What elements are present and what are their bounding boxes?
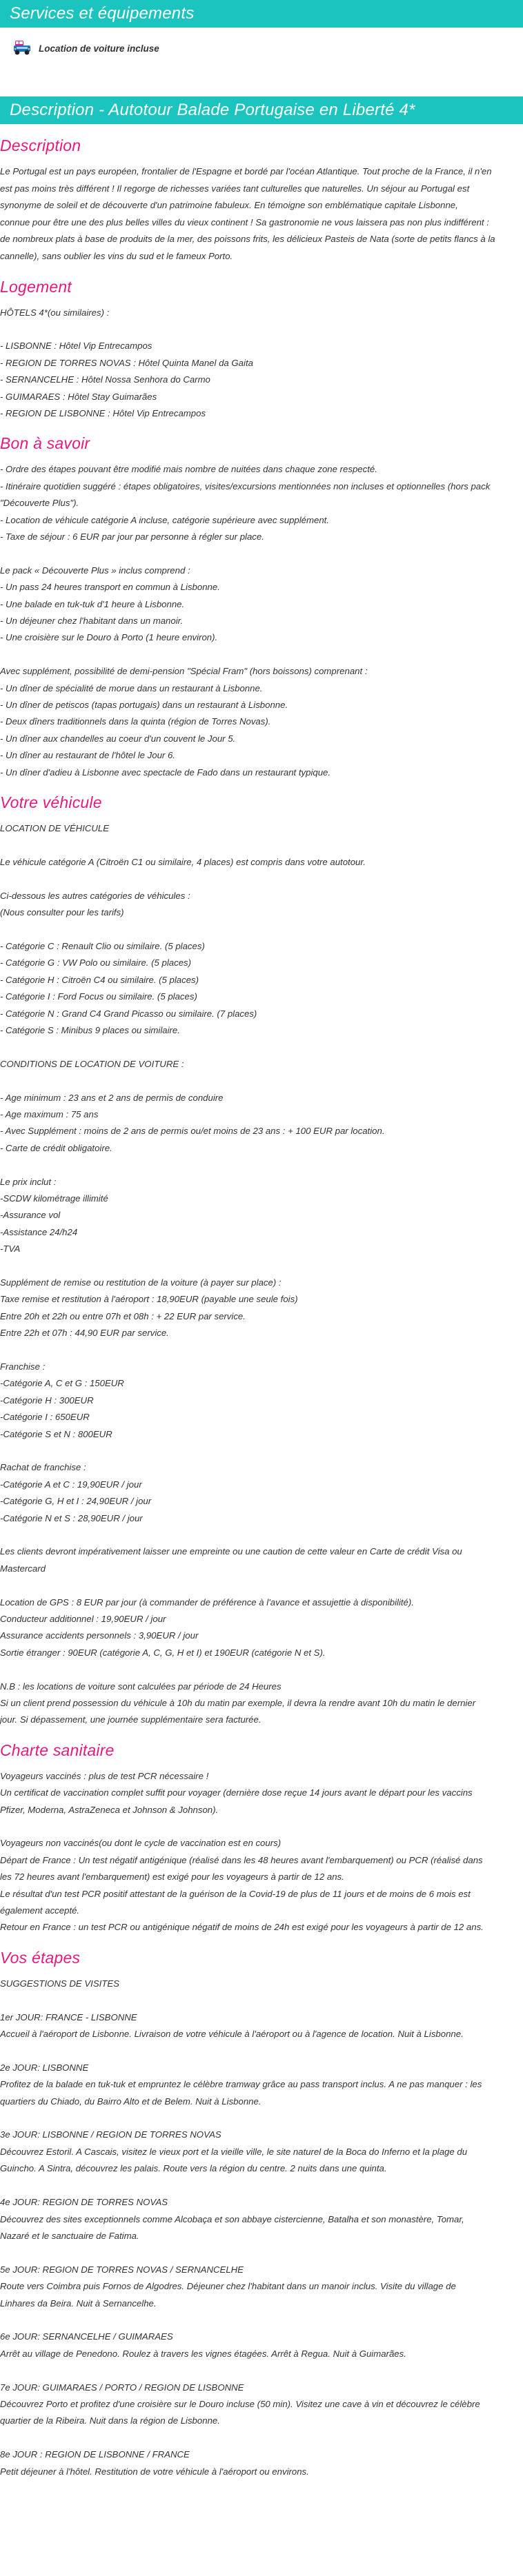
text-line: Accueil à l'aéroport de Lisbonne. Livraison de votre véhicule à l'aéroport ou à l'agence de location. Nuit à Lisbonne. — [0, 2029, 464, 2040]
text-line: - Un dîner de spécialité de morue dans un restaurant à Lisbonne. — [0, 682, 263, 693]
text-line — [0, 1527, 523, 1543]
text-line: jour. Si dépassement, une journée supplémentaire sera facturée. — [0, 1714, 262, 1725]
text-line: - Une croisière sur le Douro à Porto (1 heure environ). — [0, 632, 218, 643]
text-line: 8e JOUR : REGION DE LISBONNE / FRANCE — [0, 2449, 190, 2460]
text-line: Si un client prend possession du véhicule à 10h du matin par exemple, il devra la rendre avant 10h du matin le dernier — [0, 1698, 476, 1709]
text-line: Voyageurs vaccinés : plus de test PCR nécessaire ! — [0, 1770, 209, 1781]
text-line: les 72 heures avant l'embarquement) est exigé pour les voyageurs à partir de 12 ans. — [0, 1872, 344, 1883]
sanitaire-text — [0, 1768, 523, 1936]
text-line — [0, 321, 523, 338]
text-line: 7e JOUR: GUIMARAES / PORTO / REGION DE LISBONNE — [0, 2382, 244, 2393]
text-line: Voyageurs non vaccinés(ou dont le cycle de vaccination est en cours) — [0, 1838, 282, 1849]
text-line: 3e JOUR: LISBONNE / REGION DE TORRES NOVAS — [0, 2129, 221, 2140]
text-line — [0, 2430, 523, 2446]
text-line: -TVA — [0, 1244, 21, 1255]
text-line — [0, 2178, 523, 2194]
text-line: - Un déjeuner chez l'habitant dans un manoir. — [0, 616, 184, 627]
text-line: - Itinéraire quotidien suggéré : étapes obligatoires, visites/excursions mentionnées non incluses et optionnelles (hors pack — [0, 480, 491, 491]
text-line: - Un dîner aux chandelles au coeur d'un couvent le Jour 5. — [0, 733, 236, 744]
text-line: -Catégorie G, H et I : 24,90EUR / jour — [0, 1496, 152, 1507]
text-line: Rachat de franchise : — [0, 1462, 86, 1473]
text-line: Un certificat de vaccination complet suffit pour voyager (dernière dose reçue 14 jours avant le départ pour les vaccins — [0, 1787, 473, 1798]
text-line: Linhares da Beira. Nuit à Sernancelhe. — [0, 2298, 157, 2309]
text-line: 6e JOUR: SERNANCELHE / GUIMARAES — [0, 2331, 173, 2342]
text-line — [0, 837, 523, 853]
text-line: Retour en France : un test PCR ou antigénique négatif de moins de 24h est exigé pour les voyageurs à partir de 12 ans. — [0, 1922, 484, 1933]
text-line: Entre 22h et 07h : 44,90 EUR par service. — [0, 1328, 169, 1339]
services-item-label: Location de voiture incluse — [39, 43, 159, 54]
text-line: - Un pass 24 heures transport en commun à Lisbonne. — [0, 582, 220, 593]
text-line: Avec supplément, possibilité de demi-pension "Spécial Fram" (hors boissons) comprenant : — [0, 666, 368, 677]
text-line: Franchise : — [0, 1361, 46, 1372]
services-header: Services et équipements — [0, 0, 523, 28]
text-line: 5e JOUR: REGION DE TORRES NOVAS / SERNANCELHE — [0, 2264, 244, 2275]
text-line: Arrêt au village de Penedono. Roulez à travers les vignes étagées. Arrêt à Regua. Nuit à Guimarães. — [0, 2348, 406, 2359]
text-line: Conducteur additionnel : 19,90EUR / jour — [0, 1614, 166, 1624]
text-line: -Catégorie H : 300EUR — [0, 1395, 94, 1406]
text-line: Le résultat d'un test PCR positif attestant de la guérison de la Covid-19 de plus de 11 jours et de moins de 6 mois est — [0, 1888, 471, 1899]
text-line: Profitez de la balade en tuk-tuk et empruntez le célèbre tramway grâce au pass transport inclus. A ne pas manquer : les — [0, 2079, 482, 2090]
text-line: est pas moins très différent ! Il regorge de richesses variées tant culturelles que naturelles. Un séjour au Portugal est — [0, 183, 470, 194]
text-line — [0, 2312, 523, 2329]
text-line — [0, 1258, 523, 1275]
text-line: - Catégorie C : Renault Clio ou similaire. (5 places) — [0, 940, 205, 951]
text-line: -Catégorie A et C : 19,90EUR / jour — [0, 1479, 142, 1490]
text-line: connue pour être une des plus belles villes du vieux continent ! Sa gastronomie ne vous laissera pas non plus indifférent : — [0, 216, 489, 227]
text-line: - Age minimum : 23 ans et 2 ans de permis de conduire — [0, 1092, 224, 1103]
text-line: HÔTELS 4*(ou similaires) : — [0, 307, 110, 318]
text-line: Le prix inclut : — [0, 1176, 57, 1187]
text-line: de nombreux plats à base de produits de la mer, des poissons frits, les délicieux Pasteis de Nata (sorte de petits flancs à la — [0, 234, 495, 245]
text-line — [0, 1342, 523, 1359]
text-line: -Assistance 24/h24 — [0, 1226, 78, 1237]
text-line: Mastercard — [0, 1563, 46, 1574]
text-line: -SCDW kilométrage illimité — [0, 1193, 108, 1204]
text-line — [0, 2244, 523, 2261]
sanitaire-heading: Charte sanitaire — [0, 1741, 115, 1759]
text-line: - Ordre des étapes pouvant être modifié mais nombre de nuitées dans chaque zone respecté. — [0, 464, 377, 475]
text-line: - Age maximum : 75 ans — [0, 1108, 99, 1119]
text-line: Taxe remise et restitution à l'aéroport : 18,90EUR (payable une seule fois) — [0, 1294, 298, 1305]
bon-a-savoir-text — [0, 461, 523, 781]
etapes-text — [0, 1976, 523, 2480]
text-line — [0, 545, 523, 562]
description-text — [0, 163, 523, 265]
text-line — [0, 1577, 523, 1594]
text-line: Le Portugal est un pays européen, frontalier de l'Espagne et bordé par l'océan Atlantique. Tout proche de la France, il n'en — [0, 166, 492, 176]
text-line — [0, 1661, 523, 1678]
text-line: - Avec Supplément : moins de 2 ans de permis ou/et moins de 23 ans : + 100 EUR par location. — [0, 1126, 385, 1137]
text-line: - Taxe de séjour : 6 EUR par jour par personne à régler sur place. — [0, 531, 264, 542]
text-line — [0, 2362, 523, 2379]
bon-a-savoir-heading: Bon à savoir — [0, 434, 90, 453]
text-line — [0, 921, 523, 937]
text-line: - Deux dîners traditionnels dans la quinta (région de Torres Novas). — [0, 716, 271, 727]
text-line: Découvrez des sites exceptionnels comme Alcobaça et son abbaye cistercienne, Batalha et son monastère, Tomar, — [0, 2213, 464, 2224]
text-line — [0, 1073, 523, 1089]
text-line: également accepté. — [0, 1905, 80, 1916]
text-line: - SERNANCELHE : Hôtel Nossa Senhora do Carmo — [0, 374, 210, 385]
content — [0, 136, 523, 2480]
text-line: Assurance accidents personnels : 3,90EUR / jour — [0, 1630, 199, 1641]
text-line — [0, 1039, 523, 1055]
text-line: N.B : les locations de voiture sont calculées par période de 24 Heures — [0, 1681, 282, 1692]
etapes-heading: Vos étapes — [0, 1948, 81, 1967]
text-line: Pfizer, Moderna, AstraZeneca et Johnson & Johnson). — [0, 1804, 219, 1815]
text-line: Petit déjeuner à l'hôtel. Restitution de votre véhicule à l'aéroport ou environs. — [0, 2466, 309, 2477]
text-line: Route vers Coimbra puis Fornos de Algodres. Déjeuner chez l'habitant dans un manoir inclus. Visite du village de — [0, 2281, 456, 2292]
text-line — [0, 2110, 523, 2127]
text-line: CONDITIONS DE LOCATION DE VOITURE : — [0, 1058, 184, 1069]
text-line: Découvrez Porto et profitez d'une croisière sur le Douro incluse (50 min). Visitez une cave à vin et découvrez le célèbre — [0, 2398, 480, 2409]
description-heading: Description — [0, 136, 81, 154]
text-line: 2e JOUR: LISBONNE — [0, 2062, 89, 2073]
description-title-bar: Description - Autotour Balade Portugaise en Liberté 4* — [0, 97, 523, 124]
vehicule-text — [0, 820, 523, 1729]
text-line: (Nous consulter pour les tarifs) — [0, 907, 124, 918]
text-line: - Catégorie G : VW Polo ou similaire. (5 places) — [0, 957, 192, 968]
text-line: Guincho. A Sintra, découvrez les palais. Route vers la région du centre. 2 nuits dans une quinta. — [0, 2163, 387, 2174]
text-line: quartier de la Ribeira. Nuit dans la région de Lisbonne. — [0, 2415, 220, 2426]
text-line — [0, 647, 523, 663]
text-line: -Assurance vol — [0, 1210, 61, 1221]
text-line: - Carte de crédit obligatoire. — [0, 1142, 112, 1153]
text-line: - Catégorie I : Ford Focus ou similaire. (5 places) — [0, 991, 197, 1002]
text-line: Le véhicule catégorie A (Citroën C1 ou similaire, 4 places) est compris dans votre autotour. — [0, 856, 366, 867]
text-line: Entre 20h et 22h ou entre 07h et 08h : + 22 EUR par service. — [0, 1310, 246, 1321]
text-line: - Une balade en tuk-tuk d'1 heure à Lisbonne. — [0, 598, 185, 609]
text-line: - Catégorie S : Minibus 9 places ou similaire. — [0, 1024, 180, 1035]
text-line: - LISBONNE : Hôtel Vip Entrecampos — [0, 341, 152, 352]
text-line: - Un dîner d'adieu à Lisbonne avec spectacle de Fado dans un restaurant typique. — [0, 767, 331, 778]
logement-heading: Logement — [0, 277, 72, 296]
text-line: SUGGESTIONS DE VISITES — [0, 1978, 119, 1989]
text-line — [0, 1818, 523, 1835]
text-line: Supplément de remise ou restitution de la voiture (à payer sur place) : — [0, 1277, 282, 1288]
text-line: - GUIMARAES : Hôtel Stay Guimarães — [0, 391, 157, 402]
text-line: - Un dîner de petiscos (tapas portugais) dans un restaurant à Lisbonne. — [0, 700, 288, 711]
text-line: - REGION DE TORRES NOVAS : Hôtel Quinta Manel da Gaita — [0, 357, 253, 368]
text-line: Ci-dessous les autres catégories de véhicules : — [0, 890, 190, 901]
car-icon — [12, 39, 32, 57]
services-item — [0, 28, 523, 69]
spacer — [0, 69, 523, 97]
text-line: - Catégorie N : Grand C4 Grand Picasso ou similaire. (7 places) — [0, 1008, 257, 1019]
text-line: 1er JOUR: FRANCE - LISBONNE — [0, 2011, 137, 2022]
text-line: -Catégorie S et N : 800EUR — [0, 1428, 112, 1439]
text-line: - Un dîner au restaurant de l'hôtel le Jour 6. — [0, 750, 175, 761]
text-line: Location de GPS : 8 EUR par jour (à commander de préférence à l'avance et assujettie à disponibilité). — [0, 1596, 414, 1608]
text-line: Départ de France : Un test négatif antigénique (réalisé dans les 48 heures avant l'embarquement) ou PCR (réalisé dans — [0, 1854, 483, 1865]
text-line: - REGION DE LISBONNE : Hôtel Vip Entrecampos — [0, 407, 206, 418]
text-line: synonyme de soleil et de découverte d'un patrimoine fabuleux. En témoigne son emblématique capitale Lisbonne, — [0, 200, 458, 211]
vehicule-heading: Votre véhicule — [0, 793, 102, 812]
text-line — [0, 871, 523, 887]
text-line: Sortie étranger : 90EUR (catégorie A, C, G, H et I) et 190EUR (catégorie N et S). — [0, 1647, 326, 1658]
text-line: -Catégorie A, C et G : 150EUR — [0, 1378, 124, 1389]
text-line — [0, 1443, 523, 1459]
text-line: - Location de véhicule catégorie A incluse, catégorie supérieure avec supplément. — [0, 514, 329, 525]
text-line: cannelle), sans oublier les vins du sud et le fameux Porto. — [0, 250, 233, 261]
text-line: LOCATION DE VÉHICULE — [0, 823, 110, 834]
text-line: -Catégorie N et S : 28,90EUR / jour — [0, 1512, 143, 1523]
text-line: Les clients devront impérativement laisser une empreinte ou une caution de cette valeur en Carte de crédit Visa ou — [0, 1546, 462, 1557]
text-line — [0, 1157, 523, 1173]
text-line — [0, 2042, 523, 2059]
text-line: "Découverte Plus"). — [0, 498, 79, 509]
text-line: Nazaré et le sanctuaire de Fatima. — [0, 2230, 139, 2241]
text-line: quartiers du Chiado, du Bairro Alto et de Belem. Nuit à Lisbonne. — [0, 2096, 262, 2107]
text-line: -Catégorie I : 650EUR — [0, 1412, 90, 1423]
text-line: 4e JOUR: REGION DE TORRES NOVAS — [0, 2197, 168, 2208]
text-line: Le pack « Découverte Plus » inclus comprend : — [0, 565, 190, 576]
text-line: Découvrez Estoril. A Cascais, visitez le vieux port et la vieille ville, le site naturel de la Boca do Inferno et la plage du — [0, 2146, 468, 2157]
logement-text — [0, 305, 523, 423]
text-line: - Catégorie H : Citroën C4 ou similaire. (5 places) — [0, 974, 199, 985]
text-line — [0, 1992, 523, 2009]
